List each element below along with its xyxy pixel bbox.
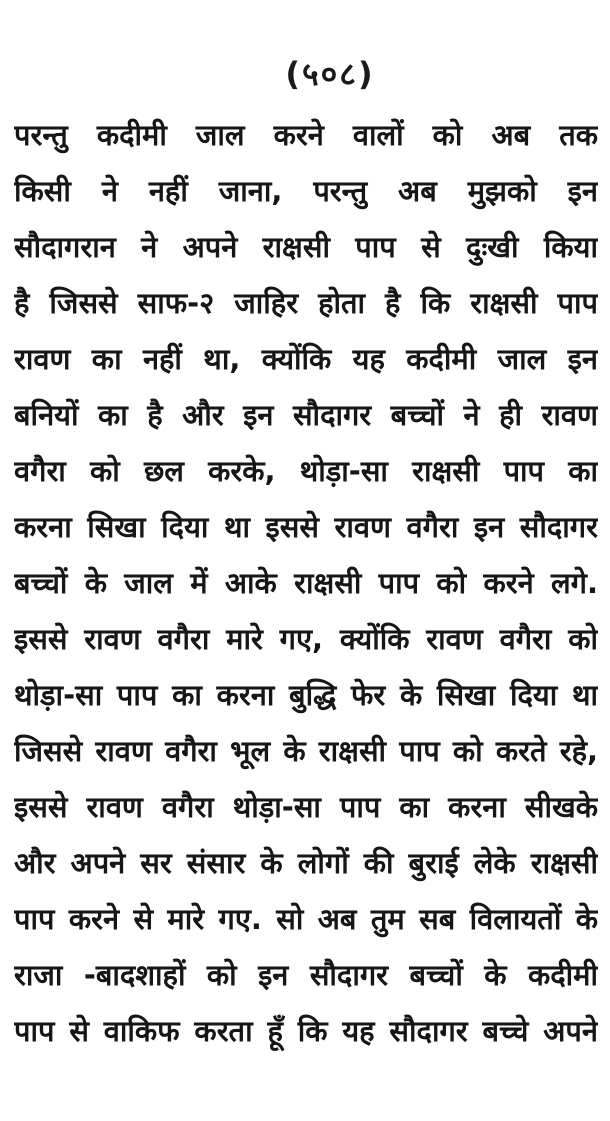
text-line: किसी ने नहीं जाना, परन्तु अब मुझको इन	[14, 174, 598, 208]
text-line: इससे रावण वगैरा थोड़ा-सा पाप का करना सीखके	[14, 790, 598, 824]
text-line: सौदागरान ने अपने राक्षसी पाप से दुःखी किया	[14, 230, 598, 264]
text-line: राजा -बादशाहों को इन सौदागर बच्चों के कदीमी	[14, 958, 598, 992]
text-line: पाप से वाकिफ करता हूँ कि यह सौदागर बच्चे अपने	[14, 1014, 598, 1048]
text-line: परन्तु कदीमी जाल करने वालों को अब तक	[14, 118, 598, 152]
text-line: और अपने सर संसार के लोगों की बुराई लेके राक्षसी	[14, 846, 598, 880]
text-line: करना सिखा दिया था इससे रावण वगैरा इन सौदागर	[14, 510, 598, 544]
text-line: जिससे रावण वगैरा भूल के राक्षसी पाप को करते रहे,	[14, 734, 598, 768]
page-number: (५०८)	[285, 55, 375, 93]
text-line: बच्चों के जाल में आके राक्षसी पाप को करने लगे.	[14, 566, 598, 600]
text-line: थोड़ा-सा पाप का करना बुद्धि फेर के सिखा दिया था	[14, 678, 598, 712]
text-line: पाप करने से मारे गए. सो अब तुम सब विलायतों के	[14, 902, 598, 936]
text-line: बनियों का है और इन सौदागर बच्चों ने ही रावण	[14, 398, 598, 432]
text-line: इससे रावण वगैरा मारे गए, क्योंकि रावण वगैरा को	[14, 622, 598, 656]
body-text	[14, 107, 598, 1059]
text-line: वगैरा को छल करके, थोड़ा-सा राक्षसी पाप का	[14, 454, 598, 488]
text-line: है जिससे साफ-२ जाहिर होता है कि राक्षसी पाप	[14, 286, 598, 320]
text-line: रावण का नहीं था, क्योंकि यह कदीमी जाल इन	[14, 342, 598, 376]
